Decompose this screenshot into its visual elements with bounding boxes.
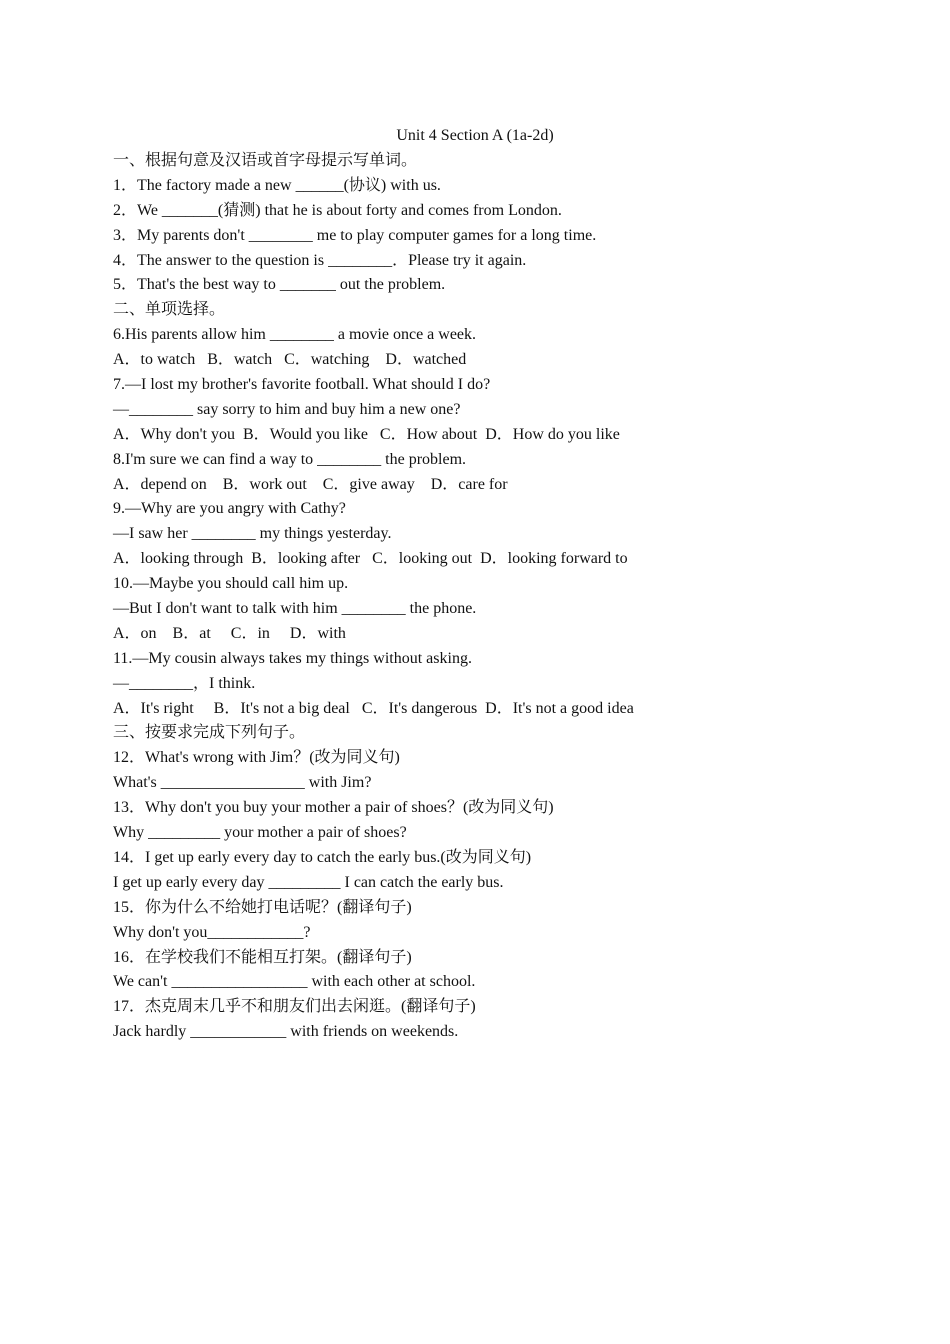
page-title: Unit 4 Section A (1a-2d) <box>396 127 554 144</box>
question-17-answer: Jack hardly ____________ with friends on weekends. <box>113 1023 459 1041</box>
question-6-options: A．to watch B．watch C．watching D．watched <box>113 351 467 369</box>
question-14-answer: I get up early every day _________ I can catch the early bus. <box>113 873 504 891</box>
question-11: 11.—My cousin always takes my things without asking. <box>113 649 472 667</box>
question-9-reply: —I saw her ________ my things yesterday. <box>113 525 392 543</box>
question-15: 15．你为什么不给她打电话呢？(翻译句子) <box>113 898 412 916</box>
question-11-options: A．It's right B．It's not a big deal C．It's dangerous D．It's not a good idea <box>113 699 634 717</box>
question-15-answer: Why don't you____________? <box>113 923 311 941</box>
question-10-reply: —But I don't want to talk with him ________ the phone. <box>113 600 477 618</box>
worksheet-body <box>113 149 873 1045</box>
question-7-options: A．Why don't you B．Would you like C．How about D．How do you like <box>113 425 620 443</box>
section-heading-1: 一、根据句意及汉语或首字母提示写单词。 <box>113 152 418 169</box>
question-14: 14．I get up early every day to catch the early bus.(改为同义句) <box>113 848 532 866</box>
question-2: 2．We _______(猜测) that he is about forty and comes from London. <box>113 201 562 219</box>
question-16: 16．在学校我们不能相互打架。(翻译句子) <box>113 948 412 966</box>
question-3: 3．My parents don't ________ me to play computer games for a long time. <box>113 226 597 244</box>
question-10: 10.—Maybe you should call him up. <box>113 575 349 593</box>
question-12-answer: What's __________________ with Jim? <box>113 774 372 792</box>
question-1: 1．The factory made a new ______(协议) with us. <box>113 176 441 194</box>
question-12: 12．What's wrong with Jim？(改为同义句) <box>113 749 400 767</box>
section-heading-2: 二、单项选择。 <box>113 301 226 319</box>
question-7-reply: —________ say sorry to him and buy him a new one? <box>113 400 461 418</box>
question-17: 17．杰克周末几乎不和朋友们出去闲逛。(翻译句子) <box>113 998 476 1016</box>
question-9-options: A．looking through B．looking after C．looking out D．looking forward to <box>113 550 628 568</box>
question-4: 4．The answer to the question is ________．Please try it again. <box>113 251 527 269</box>
question-11-reply: —________，I think. <box>113 674 256 692</box>
question-9: 9.—Why are you angry with Cathy? <box>113 500 346 518</box>
question-13-answer: Why _________ your mother a pair of shoes? <box>113 824 407 842</box>
question-8: 8.I'm sure we can find a way to ________ the problem. <box>113 450 467 468</box>
question-10-options: A．on B．at C．in D．with <box>113 624 346 642</box>
question-13: 13．Why don't you buy your mother a pair of shoes？(改为同义句) <box>113 799 554 817</box>
question-16-answer: We can't _________________ with each other at school. <box>113 973 476 991</box>
question-6: 6.His parents allow him ________ a movie once a week. <box>113 326 477 344</box>
question-5: 5．That's the best way to _______ out the problem. <box>113 276 446 294</box>
question-8-options: A．depend on B．work out C．give away D．care for <box>113 475 508 493</box>
section-heading-3: 三、按要求完成下列句子。 <box>113 724 306 742</box>
question-7: 7.—I lost my brother's favorite football. What should I do? <box>113 376 491 394</box>
